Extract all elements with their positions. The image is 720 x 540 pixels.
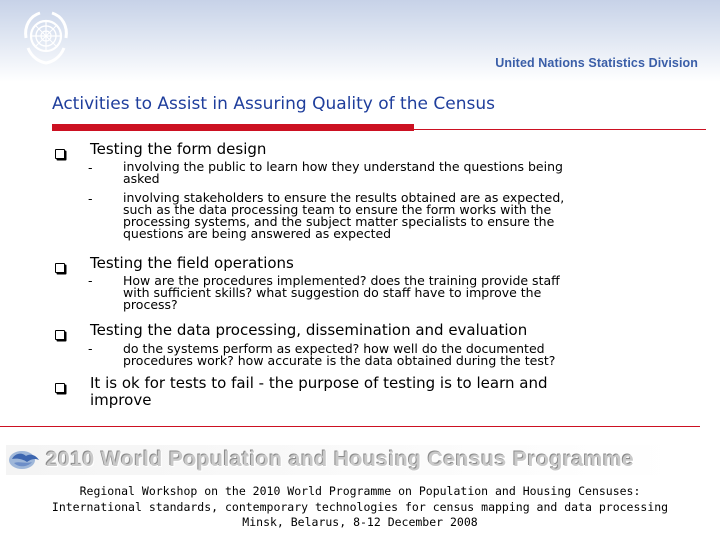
sub-item-line: process? (123, 297, 178, 312)
globe-logo-icon (6, 447, 46, 473)
organization-name: United Nations Statistics Division (495, 56, 698, 70)
sub-item-line: involving the public to learn how they understand the questions being (123, 159, 563, 174)
sub-item-line: procedures work? how accurate is the data obtained during the test? (123, 353, 556, 368)
banner-title: 2010 World Population and Housing Census Programme (46, 448, 635, 471)
dash-bullet: - (88, 160, 93, 175)
census-programme-banner (6, 445, 678, 475)
dash-bullet: - (88, 191, 93, 206)
sub-item-1-1 (123, 161, 683, 185)
title-underline-thick (52, 124, 414, 131)
sub-item-line: processing systems, and the subject matter specialists to ensure the (123, 214, 555, 229)
checkbox-bullet-icon (55, 149, 65, 159)
un-emblem-logo (16, 8, 76, 68)
sub-item-line: questions are being answered as expected (123, 226, 392, 241)
sub-item-2-1 (123, 275, 683, 311)
sub-item-1-2 (123, 192, 683, 240)
bullet-item-3: Testing the data processing, dissemination and evaluation (90, 321, 528, 339)
sub-item-3-1 (123, 343, 683, 367)
bullet-item-4 (90, 375, 547, 409)
bullet-item-1: Testing the form design (90, 140, 267, 158)
checkbox-bullet-icon (55, 330, 65, 340)
footer (0, 484, 720, 531)
dash-bullet: - (88, 341, 93, 356)
bullet-line: It is ok for tests to fail - the purpose of testing is to learn and (90, 374, 548, 392)
sub-item-line: with sufficient skills? what suggestion do staff have to improve the (123, 285, 542, 300)
dash-bullet: - (88, 273, 93, 288)
bullet-item-2: Testing the field operations (90, 254, 294, 272)
sub-item-line: involving stakeholders to ensure the results obtained are as expected, (123, 190, 565, 205)
checkbox-bullet-icon (55, 383, 65, 393)
footer-line-2: International standards, contemporary technologies for census mapping and data processing (51, 499, 669, 514)
title-underline-thin (414, 129, 706, 130)
footer-line-1: Regional Workshop on the 2010 World Programme on Population and Housing Censuses: (79, 484, 641, 498)
footer-line-3: Minsk, Belarus, 8-12 December 2008 (242, 515, 478, 529)
bullet-line: improve (90, 391, 152, 409)
sub-item-line: such as the data processing team to ensure the form works with the (123, 202, 552, 217)
sub-item-line: do the systems perform as expected? how well do the documented (123, 341, 545, 356)
bottom-divider-line (0, 426, 700, 427)
sub-item-line: How are the procedures implemented? does the training provide staff (123, 273, 560, 288)
checkbox-bullet-icon (55, 263, 65, 273)
sub-item-line: asked (123, 171, 160, 186)
slide-title: Activities to Assist in Assuring Quality of the Census (52, 94, 495, 114)
